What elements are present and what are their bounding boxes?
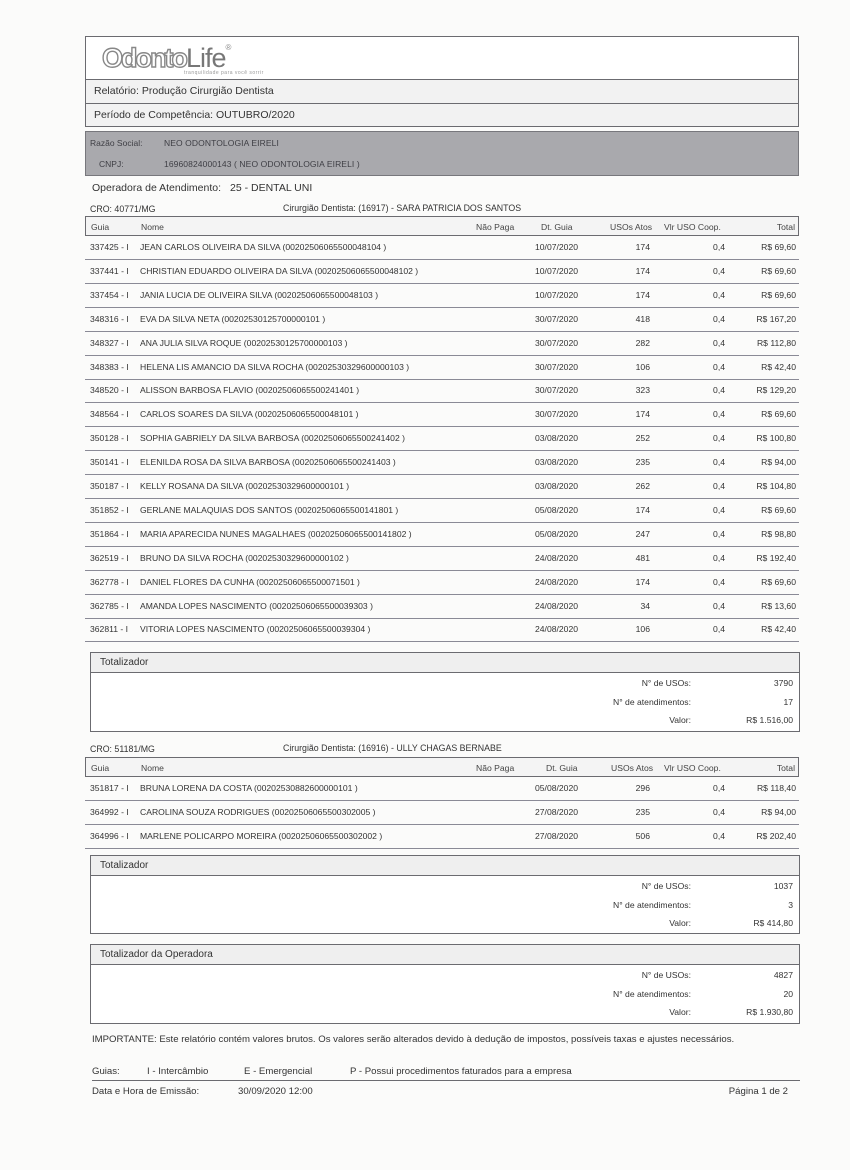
totals-title: Totalizador bbox=[91, 856, 799, 876]
vlr-uso-cell: 0,4 bbox=[713, 337, 725, 348]
total-cell: R$ 42,40 bbox=[761, 624, 796, 635]
nome-cell: AMANDA LOPES NASCIMENTO (00202506065500039303 ) bbox=[140, 600, 373, 611]
dentist-1-info bbox=[88, 204, 800, 216]
totals-atendimentos bbox=[91, 895, 799, 914]
total-cell: R$ 69,60 bbox=[761, 242, 796, 252]
guia-e-legend: E - Emergencial bbox=[244, 1066, 313, 1077]
guia-cell: 362785 - I bbox=[90, 600, 129, 611]
nome-cell: DANIEL FLORES DA CUNHA (00202506065500071501 ) bbox=[140, 576, 360, 587]
total-cell: R$ 118,40 bbox=[756, 783, 796, 793]
total-cell: R$ 104,80 bbox=[756, 481, 796, 491]
vlr-uso-cell: 0,4 bbox=[713, 289, 725, 300]
important-notice: IMPORTANTE: Este relatório contém valores brutos. Os valores serão alterados devido à dedução de impostos, possíveis taxas e ajustes necessários. bbox=[92, 1034, 735, 1045]
vlr-uso-cell: 0,4 bbox=[713, 457, 725, 468]
cro-number: CRO: 51181/MG bbox=[90, 744, 155, 754]
table-row bbox=[85, 403, 799, 427]
operator-totals-usos bbox=[91, 965, 799, 984]
guia-cell: 351864 - I bbox=[90, 528, 129, 539]
operator-totals-atendimentos bbox=[91, 984, 799, 1003]
dt-guia-cell: 30/07/2020 bbox=[535, 361, 579, 372]
nome-cell: SOPHIA GABRIELY DA SILVA BARBOSA (00202506065500241402 ) bbox=[140, 433, 405, 444]
usos-cell: 247 bbox=[635, 528, 650, 539]
nome-cell: CARLOS SOARES DA SILVA (00202506065500048101 ) bbox=[140, 409, 359, 420]
valor-value: R$ 1.516,00 bbox=[746, 715, 793, 725]
nome-cell: VITORIA LOPES NASCIMENTO (00202506065500039304 ) bbox=[140, 624, 371, 635]
dt-guia-cell: 24/08/2020 bbox=[535, 552, 579, 563]
table-row bbox=[85, 571, 799, 595]
totals-title: Totalizador bbox=[91, 653, 799, 673]
usos-cell: 174 bbox=[635, 409, 650, 420]
total-cell: R$ 69,60 bbox=[761, 409, 796, 420]
usos-value: 4827 bbox=[773, 970, 793, 980]
table-row bbox=[85, 547, 799, 571]
col-nao-paga: Não Paga bbox=[476, 763, 515, 773]
nome-cell: CAROLINA SOUZA RODRIGUES (00202506065500302005 ) bbox=[140, 807, 376, 817]
valor-label: Valor: bbox=[669, 715, 691, 725]
usos-label: N° de USOs: bbox=[641, 881, 691, 891]
vlr-uso-cell: 0,4 bbox=[713, 807, 725, 817]
nome-cell: MARIA APARECIDA NUNES MAGALHAES (00202506065500141802 ) bbox=[140, 528, 412, 539]
dt-guia-cell: 24/08/2020 bbox=[535, 576, 579, 587]
vlr-uso-cell: 0,4 bbox=[713, 576, 725, 587]
logo-text-odonto: Odonto bbox=[102, 43, 186, 73]
total-cell: R$ 42,40 bbox=[761, 361, 796, 372]
guia-cell: 348327 - I bbox=[90, 337, 129, 348]
totals-usos bbox=[91, 876, 799, 895]
operator-totals bbox=[90, 944, 800, 1024]
valor-label: Valor: bbox=[669, 918, 691, 928]
table-row bbox=[85, 595, 799, 619]
guia-cell: 351852 - I bbox=[90, 504, 129, 515]
nome-cell: CHRISTIAN EDUARDO OLIVEIRA DA SILVA (00202506065500048102 ) bbox=[140, 265, 419, 276]
col-total: Total bbox=[776, 763, 795, 773]
usos-cell: 174 bbox=[635, 289, 650, 300]
table-header-2 bbox=[85, 757, 799, 777]
totals-valor bbox=[91, 710, 799, 729]
usos-cell: 262 bbox=[635, 481, 650, 491]
usos-cell: 34 bbox=[640, 600, 650, 611]
logo-text-life: Life bbox=[185, 43, 226, 73]
nome-cell: ALISSON BARBOSA FLAVIO (00202506065500241401 ) bbox=[140, 385, 360, 396]
vlr-uso-cell: 0,4 bbox=[713, 361, 725, 372]
guia-cell: 337454 - I bbox=[90, 289, 129, 300]
total-cell: R$ 129,20 bbox=[756, 385, 796, 396]
vlr-uso-cell: 0,4 bbox=[713, 528, 725, 539]
total-cell: R$ 98,80 bbox=[761, 528, 796, 539]
dt-guia-cell: 03/08/2020 bbox=[535, 481, 579, 491]
guia-cell: 348520 - I bbox=[90, 385, 129, 396]
razao-social-value: NEO ODONTOLOGIA EIRELI bbox=[164, 138, 279, 148]
table-row bbox=[85, 618, 799, 642]
guia-cell: 362778 - I bbox=[90, 576, 129, 587]
operator-totals-title: Totalizador da Operadora bbox=[91, 945, 799, 965]
operadora-label: Operadora de Atendimento: bbox=[92, 182, 222, 194]
dt-guia-cell: 24/08/2020 bbox=[535, 624, 579, 635]
operator-totals-valor bbox=[91, 1002, 799, 1021]
usos-cell: 235 bbox=[635, 457, 650, 468]
total-cell: R$ 167,20 bbox=[756, 313, 796, 324]
nome-cell: JEAN CARLOS OLIVEIRA DA SILVA (00202506065500048104 ) bbox=[140, 242, 387, 252]
razao-social-row bbox=[86, 132, 798, 153]
atendimentos-value: 20 bbox=[783, 988, 793, 999]
guia-cell: 350141 - I bbox=[90, 457, 129, 468]
total-cell: R$ 69,60 bbox=[761, 576, 796, 587]
period-label: Período de Competência: bbox=[94, 109, 214, 121]
usos-cell: 174 bbox=[635, 504, 650, 515]
guia-cell: 337425 - I bbox=[90, 242, 129, 252]
nome-cell: ANA JULIA SILVA ROQUE (00202530125700000103 ) bbox=[140, 337, 348, 348]
total-cell: R$ 112,80 bbox=[756, 337, 796, 348]
col-usos-atos: USOs Atos bbox=[610, 222, 653, 232]
totals-usos bbox=[91, 673, 799, 692]
usos-cell: 174 bbox=[635, 576, 650, 587]
total-cell: R$ 69,60 bbox=[761, 289, 796, 300]
atendimentos-label: N° de atendimentos: bbox=[613, 696, 691, 707]
dt-guia-cell: 03/08/2020 bbox=[535, 457, 579, 468]
dt-guia-cell: 30/07/2020 bbox=[535, 313, 579, 324]
valor-label: Valor: bbox=[669, 1007, 691, 1017]
nome-cell: ELENILDA ROSA DA SILVA BARBOSA (00202506065500241403 ) bbox=[140, 457, 396, 468]
dt-guia-cell: 10/07/2020 bbox=[535, 242, 579, 252]
logo-registered-mark: ® bbox=[225, 43, 231, 52]
total-cell: R$ 69,60 bbox=[761, 265, 796, 276]
col-nome: Nome bbox=[141, 763, 164, 773]
dentist-name: Cirurgião Dentista: (16916) - ULLY CHAGAS BERNABE bbox=[283, 743, 502, 753]
report-title-line bbox=[86, 80, 798, 103]
vlr-uso-cell: 0,4 bbox=[713, 313, 725, 324]
report-header bbox=[85, 36, 799, 127]
usos-cell: 481 bbox=[635, 552, 650, 563]
col-dt-guia: Dt. Guia bbox=[546, 763, 578, 773]
usos-label: N° de USOs: bbox=[641, 970, 691, 980]
table-row bbox=[85, 801, 799, 825]
period-value: OUTUBRO/2020 bbox=[216, 109, 295, 121]
nome-cell: BRUNA LORENA DA COSTA (00202530882600000101 ) bbox=[140, 783, 358, 793]
dt-guia-cell: 10/07/2020 bbox=[535, 265, 579, 276]
dentist-2-info bbox=[88, 744, 800, 756]
nome-cell: GERLANE MALAQUIAS DOS SANTOS (00202506065500141801 ) bbox=[140, 504, 399, 515]
guia-cell: 351817 - I bbox=[90, 783, 129, 793]
usos-value: 3790 bbox=[773, 678, 793, 688]
cnpj-row bbox=[86, 153, 798, 174]
col-dt-guia: Dt. Guia bbox=[541, 222, 573, 232]
table-row bbox=[85, 284, 799, 308]
operadora-value: 25 - DENTAL UNI bbox=[230, 182, 313, 194]
nome-cell: JANIA LUCIA DE OLIVEIRA SILVA (00202506065500048103 ) bbox=[140, 289, 379, 300]
cnpj-value: 16960824000143 ( NEO ODONTOLOGIA EIRELI ) bbox=[164, 159, 360, 169]
vlr-uso-cell: 0,4 bbox=[713, 552, 725, 563]
period-line bbox=[86, 103, 798, 126]
guia-cell: 348316 - I bbox=[90, 313, 129, 324]
vlr-uso-cell: 0,4 bbox=[713, 481, 725, 491]
total-cell: R$ 202,40 bbox=[756, 831, 796, 841]
razao-social-label: Razão Social: bbox=[90, 138, 143, 148]
atendimentos-label: N° de atendimentos: bbox=[613, 899, 691, 910]
vlr-uso-cell: 0,4 bbox=[713, 831, 725, 841]
usos-value: 1037 bbox=[773, 881, 793, 891]
cnpj-label: CNPJ: bbox=[99, 159, 124, 169]
page-number: Página 1 de 2 bbox=[728, 1086, 788, 1097]
dt-guia-cell: 27/08/2020 bbox=[535, 831, 579, 841]
table-row bbox=[85, 356, 799, 380]
nome-cell: HELENA LIS AMANCIO DA SILVA ROCHA (00202530329600000103 ) bbox=[140, 361, 410, 372]
table-row bbox=[85, 379, 799, 403]
dt-guia-cell: 30/07/2020 bbox=[535, 409, 579, 420]
col-guia: Guia bbox=[91, 222, 110, 232]
guia-p-legend: P - Possui procedimentos faturados para a empresa bbox=[350, 1066, 572, 1077]
dentist-2-totals bbox=[90, 855, 800, 934]
company-info bbox=[85, 131, 799, 176]
vlr-uso-cell: 0,4 bbox=[713, 504, 725, 515]
report-value: Produção Cirurgião Dentista bbox=[141, 85, 274, 97]
table-header-1 bbox=[85, 216, 799, 236]
nome-cell: EVA DA SILVA NETA (00202530125700000101 ) bbox=[140, 313, 326, 324]
guia-cell: 364992 - I bbox=[90, 807, 129, 817]
atendimentos-value: 3 bbox=[788, 899, 793, 910]
totals-atendimentos bbox=[91, 692, 799, 711]
logo-area bbox=[86, 37, 798, 80]
guias-label: Guias: bbox=[92, 1066, 120, 1077]
col-nome: Nome bbox=[141, 222, 164, 232]
dt-guia-cell: 03/08/2020 bbox=[535, 433, 579, 444]
table-row bbox=[85, 499, 799, 523]
usos-cell: 106 bbox=[635, 361, 650, 372]
dt-guia-cell: 30/07/2020 bbox=[535, 337, 579, 348]
vlr-uso-cell: 0,4 bbox=[713, 783, 725, 793]
table-row bbox=[85, 308, 799, 332]
guia-cell: 364996 - I bbox=[90, 831, 129, 841]
total-cell: R$ 192,40 bbox=[756, 552, 796, 563]
usos-cell: 282 bbox=[635, 337, 650, 348]
guia-cell: 362519 - I bbox=[90, 552, 129, 563]
vlr-uso-cell: 0,4 bbox=[713, 433, 725, 444]
guia-cell: 350187 - I bbox=[90, 481, 129, 491]
total-cell: R$ 94,00 bbox=[761, 807, 796, 817]
dt-guia-cell: 05/08/2020 bbox=[535, 504, 579, 515]
guia-i-legend: I - Intercâmbio bbox=[147, 1066, 209, 1077]
dt-guia-cell: 30/07/2020 bbox=[535, 385, 579, 396]
emissao-label: Data e Hora de Emissão: bbox=[92, 1086, 200, 1097]
valor-value: R$ 414,80 bbox=[753, 918, 793, 928]
vlr-uso-cell: 0,4 bbox=[713, 409, 725, 420]
totals-valor bbox=[91, 913, 799, 932]
report-label: Relatório: bbox=[94, 85, 139, 97]
usos-cell: 174 bbox=[635, 242, 650, 252]
nome-cell: BRUNO DA SILVA ROCHA (00202530329600000102 ) bbox=[140, 552, 349, 563]
col-nao-paga: Não Paga bbox=[476, 222, 515, 232]
vlr-uso-cell: 0,4 bbox=[713, 385, 725, 396]
table-row bbox=[85, 523, 799, 547]
table-row bbox=[85, 825, 799, 849]
usos-cell: 506 bbox=[635, 831, 650, 841]
usos-cell: 418 bbox=[635, 313, 650, 324]
cro-number: CRO: 40771/MG bbox=[90, 204, 156, 214]
dt-guia-cell: 10/07/2020 bbox=[535, 289, 579, 300]
col-vlr-uso: Vlr USO Coop. bbox=[664, 763, 721, 773]
table-row bbox=[85, 427, 799, 451]
dentist-1-totals bbox=[90, 652, 800, 732]
vlr-uso-cell: 0,4 bbox=[713, 600, 725, 611]
table-row bbox=[85, 451, 799, 475]
vlr-uso-cell: 0,4 bbox=[713, 265, 725, 276]
usos-cell: 174 bbox=[635, 265, 650, 276]
nome-cell: MARLENE POLICARPO MOREIRA (00202506065500302002 ) bbox=[140, 831, 383, 841]
dt-guia-cell: 24/08/2020 bbox=[535, 600, 579, 611]
table-row bbox=[85, 777, 799, 801]
guia-cell: 348564 - I bbox=[90, 409, 129, 420]
usos-cell: 106 bbox=[635, 624, 650, 635]
usos-cell: 235 bbox=[635, 807, 650, 817]
vlr-uso-cell: 0,4 bbox=[713, 624, 725, 635]
guia-cell: 348383 - I bbox=[90, 361, 129, 372]
table-row bbox=[85, 332, 799, 356]
usos-cell: 296 bbox=[635, 783, 650, 793]
dt-guia-cell: 05/08/2020 bbox=[535, 528, 579, 539]
nome-cell: KELLY ROSANA DA SILVA (00202530329600000101 ) bbox=[140, 481, 350, 491]
atendimentos-value: 17 bbox=[783, 696, 793, 707]
guias-legend bbox=[92, 1066, 800, 1081]
total-cell: R$ 13,60 bbox=[761, 600, 796, 611]
usos-label: N° de USOs: bbox=[641, 678, 691, 688]
usos-cell: 252 bbox=[635, 433, 650, 444]
guia-cell: 350128 - I bbox=[90, 433, 129, 444]
table-row bbox=[85, 475, 799, 499]
table-row bbox=[85, 236, 799, 260]
usos-cell: 323 bbox=[635, 385, 650, 396]
valor-value: R$ 1.930,80 bbox=[746, 1007, 793, 1017]
col-usos-atos: USOs Atos bbox=[611, 763, 654, 773]
guia-cell: 337441 - I bbox=[90, 265, 129, 276]
guia-cell: 362811 - I bbox=[90, 624, 129, 635]
dt-guia-cell: 27/08/2020 bbox=[535, 807, 579, 817]
col-vlr-uso: Vlr USO Coop. bbox=[664, 222, 721, 232]
operadora-line bbox=[92, 182, 312, 194]
col-guia: Guia bbox=[91, 763, 110, 773]
vlr-uso-cell: 0,4 bbox=[713, 242, 725, 252]
table-row bbox=[85, 260, 799, 284]
logo-tagline: tranquilidade para você sorrir bbox=[184, 70, 264, 76]
dt-guia-cell: 05/08/2020 bbox=[535, 783, 579, 793]
emissao-value: 30/09/2020 12:00 bbox=[238, 1086, 313, 1097]
total-cell: R$ 100,80 bbox=[756, 433, 796, 444]
total-cell: R$ 94,00 bbox=[761, 457, 796, 468]
atendimentos-label: N° de atendimentos: bbox=[613, 988, 691, 999]
col-total: Total bbox=[776, 222, 795, 232]
total-cell: R$ 69,60 bbox=[761, 504, 796, 515]
dentist-name: Cirurgião Dentista: (16917) - SARA PATRICIA DOS SANTOS bbox=[283, 203, 522, 213]
